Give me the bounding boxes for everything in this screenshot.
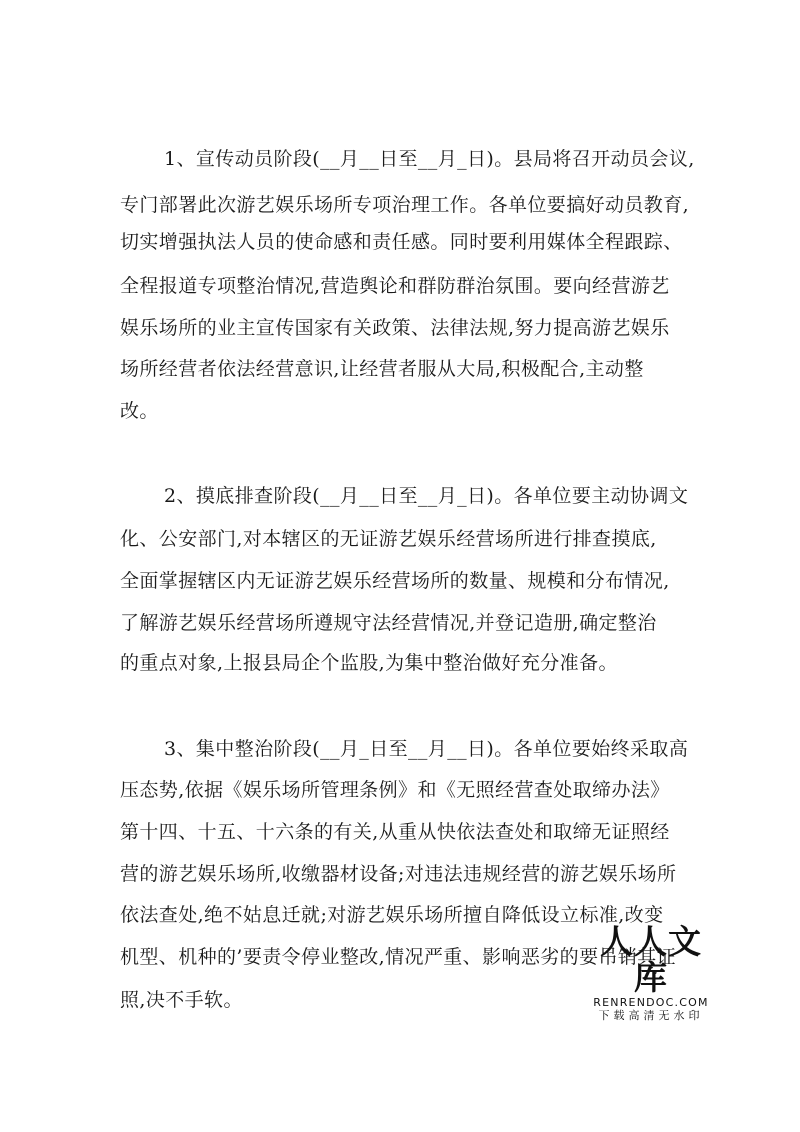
- paragraph-3-line-2: 压态势,依据《娱乐场所管理条例》和《无照经营查处取缔办法》: [120, 779, 670, 801]
- paragraph-1-line-3: 切实增强执法人员的使命感和责任感。同时要利用媒体全程跟踪、: [120, 231, 683, 253]
- watermark-logo-text: 人人文库: [600, 922, 702, 997]
- paragraph-1-line-1: 1、宣传动员阶段(__月__日至__月_日)。县局将召开动员会议,: [164, 148, 695, 170]
- paragraph-3-line-6: 机型、机种的’要责令停业整改,情况严重、影响恶劣的要吊销其证: [120, 946, 677, 968]
- paragraph-1-line-2: 专门部署此次游艺娱乐场所专项治理工作。各单位要搞好动员教育,: [120, 194, 690, 216]
- paragraph-1-line-4: 全程报道专项整治情况,营造舆论和群防群治氛围。要向经营游艺: [120, 275, 670, 297]
- paragraph-2-line-5: 的重点对象,上报县局企个监股,为集中整治做好充分准备。: [120, 652, 618, 674]
- paragraph-1-line-6: 场所经营者依法经营意识,让经营者服从大局,积极配合,主动整: [120, 358, 644, 380]
- paragraph-3-line-4: 营的游艺娱乐场所,收缴器材设备;对违法违规经营的游艺娱乐场所: [120, 863, 677, 885]
- paragraph-3-line-1: 3、集中整治阶段(__月_日至__月__日)。各单位要始终采取高: [164, 738, 689, 760]
- paragraph-3-line-3: 第十四、十五、十六条的有关,从重从快依法查处和取缔无证照经: [120, 821, 670, 843]
- paragraph-2-line-3: 全面掌握辖区内无证游艺娱乐经营场所的数量、规模和分布情况,: [120, 570, 670, 592]
- paragraph-3-line-5: 依法查处,绝不姑息迁就;对游艺娱乐场所擅自降低设立标准,改变: [120, 904, 664, 926]
- paragraph-2-line-4: 了解游艺娱乐经营场所遵规守法经营情况,并登记造册,确定整治: [120, 612, 657, 634]
- paragraph-1-line-5: 娱乐场所的业主宣传国家有关政策、法律法规,努力提高游艺娱乐: [120, 317, 670, 339]
- watermark-url: RENRENDOC.COM: [593, 996, 709, 1009]
- paragraph-2-line-2: 化、公安部门,对本辖区的无证游艺娱乐经营场所进行排查摸底,: [120, 528, 657, 550]
- paragraph-1-line-7: 改。: [120, 400, 159, 422]
- watermark-slogan: 下载高清无水印: [598, 1009, 704, 1022]
- paragraph-2-line-1: 2、摸底排查阶段(__月__日至__月_日)。各单位要主动协调文: [164, 485, 689, 507]
- paragraph-3-line-7: 照,决不手软。: [120, 989, 243, 1011]
- watermark-logo: [586, 924, 716, 1023]
